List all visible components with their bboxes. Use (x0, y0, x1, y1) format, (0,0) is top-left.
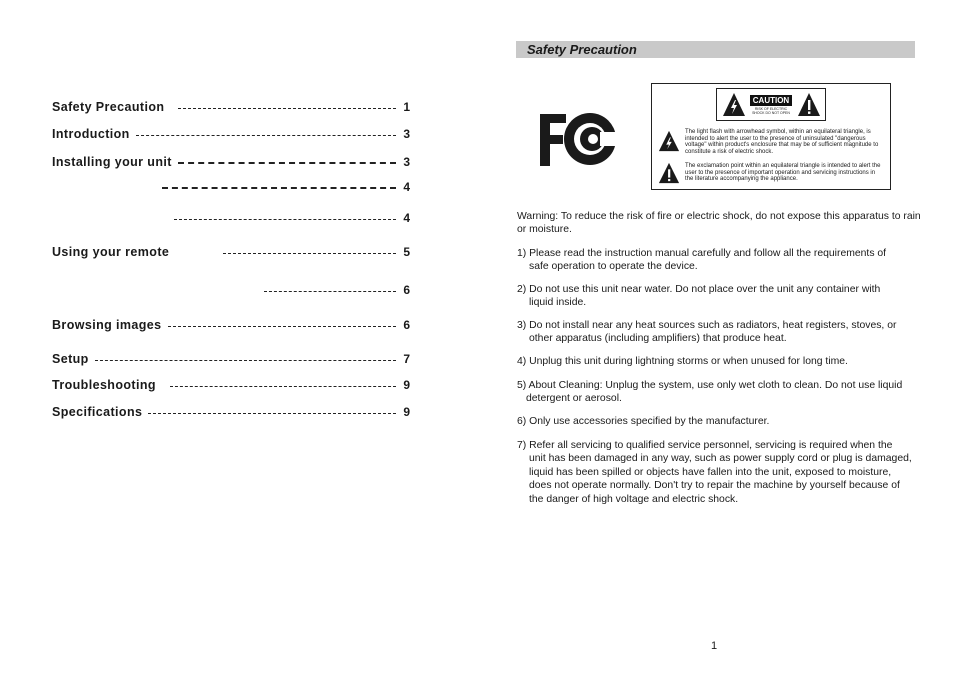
toc-page: 4 (403, 211, 410, 225)
toc-title: Setup (52, 352, 89, 366)
toc-leader (95, 360, 396, 361)
toc-row[interactable] (264, 282, 410, 298)
item-first-line: 5) About Cleaning: Unplug the system, use only wet cloth to clean. Do not use liquid (517, 380, 903, 391)
item-first-line: 6) Only use accessories specified by the manufacturer. (517, 416, 770, 427)
warning-paragraph: Warning: To reduce the risk of fire or electric shock, do not expose this apparatus to rain or moisture. (517, 211, 921, 236)
toc-title: Troubleshooting (52, 378, 156, 392)
item-first-line: 2) Do not use this unit near water. Do not place over the unit any container with (517, 284, 881, 295)
item-first-line: 7) Refer all servicing to qualified service personnel, servicing is required when the (517, 440, 893, 451)
toc-page: 1 (403, 100, 410, 114)
toc-page: 6 (403, 318, 410, 332)
toc-title: Introduction (52, 127, 130, 141)
toc-page: 9 (403, 405, 410, 419)
toc-leader (168, 326, 397, 327)
lightning-triangle-icon (722, 92, 746, 117)
toc-leader (174, 219, 396, 220)
exclamation-description: The exclamation point within an equilateral triangle is intended to alert the user to the presence of important operation and servicing instructions in the literature accompanying the appliance. (685, 163, 881, 183)
toc-page: 5 (403, 245, 410, 259)
toc-page: 9 (403, 378, 410, 392)
list-item (517, 283, 922, 310)
toc-page: 6 (403, 283, 410, 297)
toc-title: Specifications (52, 405, 143, 419)
toc-page: 4 (403, 180, 410, 194)
toc-row[interactable] (52, 377, 410, 393)
page-number: 1 (711, 640, 718, 652)
toc-leader (170, 386, 396, 387)
toc-row[interactable] (52, 244, 410, 260)
toc-row[interactable] (52, 154, 410, 170)
toc-title: Using your remote (52, 245, 170, 259)
toc-leader (148, 413, 396, 414)
item-continuation: detergent or aerosol. (526, 393, 622, 405)
list-item (517, 439, 922, 506)
toc-row[interactable] (52, 404, 410, 420)
exclamation-triangle-icon (658, 162, 680, 184)
toc-title: Browsing images (52, 318, 162, 332)
toc-row[interactable] (52, 99, 410, 115)
toc-row[interactable] (52, 351, 410, 367)
list-item (517, 415, 922, 428)
fcc-logo-icon (540, 112, 620, 168)
toc-leader (264, 291, 396, 292)
toc-row[interactable] (52, 126, 410, 142)
item-continuation: liquid inside. (529, 297, 587, 309)
section-title: Safety Precaution (527, 42, 637, 57)
list-item (517, 247, 922, 274)
item-continuation: safe operation to operate the device. (529, 261, 698, 273)
lightning-description: The light flash with arrowhead symbol, within an equilateral triangle, is intended to alert the user to the presence of uninsulated "dangerous voltage" within product's enclosure that may be of sufficient magnitude to constitute a risk of electric shock. (685, 129, 879, 155)
toc-row[interactable] (162, 179, 410, 195)
toc-leader (178, 108, 396, 109)
item-first-line: 3) Do not install near any heat sources such as radiators, heat registers, stoves, or (517, 320, 897, 331)
exclamation-triangle-icon (797, 92, 821, 117)
toc-page: 3 (403, 155, 410, 169)
toc-leader (178, 162, 396, 164)
toc-leader (136, 135, 396, 136)
toc-title: Safety Precaution (52, 100, 165, 114)
section-header (516, 41, 915, 58)
list-item (517, 355, 922, 368)
lightning-triangle-icon (658, 130, 680, 152)
list-item (517, 319, 922, 346)
toc-page: 3 (403, 127, 410, 141)
item-first-line: 4) Unplug this unit during lightning storms or when unused for long time. (517, 356, 848, 367)
list-item (517, 379, 922, 406)
toc-page: 7 (403, 352, 410, 366)
caution-label: CAUTION (750, 95, 792, 106)
item-continuation: unit has been damaged in any way, such as power supply cord or plug is damaged, liquid has been spilled or objects have fallen into the unit, exposed to moisture, does not operate normally. Don't try to repair the machine by yourself because of the danger of high voltage and electric shock. (529, 453, 912, 505)
caution-badge (716, 88, 826, 121)
caution-label-box (651, 83, 891, 190)
item-continuation: other apparatus (including amplifiers) that produce heat. (529, 333, 787, 345)
toc-leader (223, 253, 396, 254)
caution-subtext: RISK OF ELECTRIC SHOCK DO NOT OPEN (752, 107, 790, 115)
toc-row[interactable] (174, 210, 410, 226)
toc-leader (162, 187, 396, 189)
toc-title: Installing your unit (52, 155, 172, 169)
toc-row[interactable] (52, 317, 410, 333)
item-first-line: 1) Please read the instruction manual carefully and follow all the requirements of (517, 248, 887, 259)
